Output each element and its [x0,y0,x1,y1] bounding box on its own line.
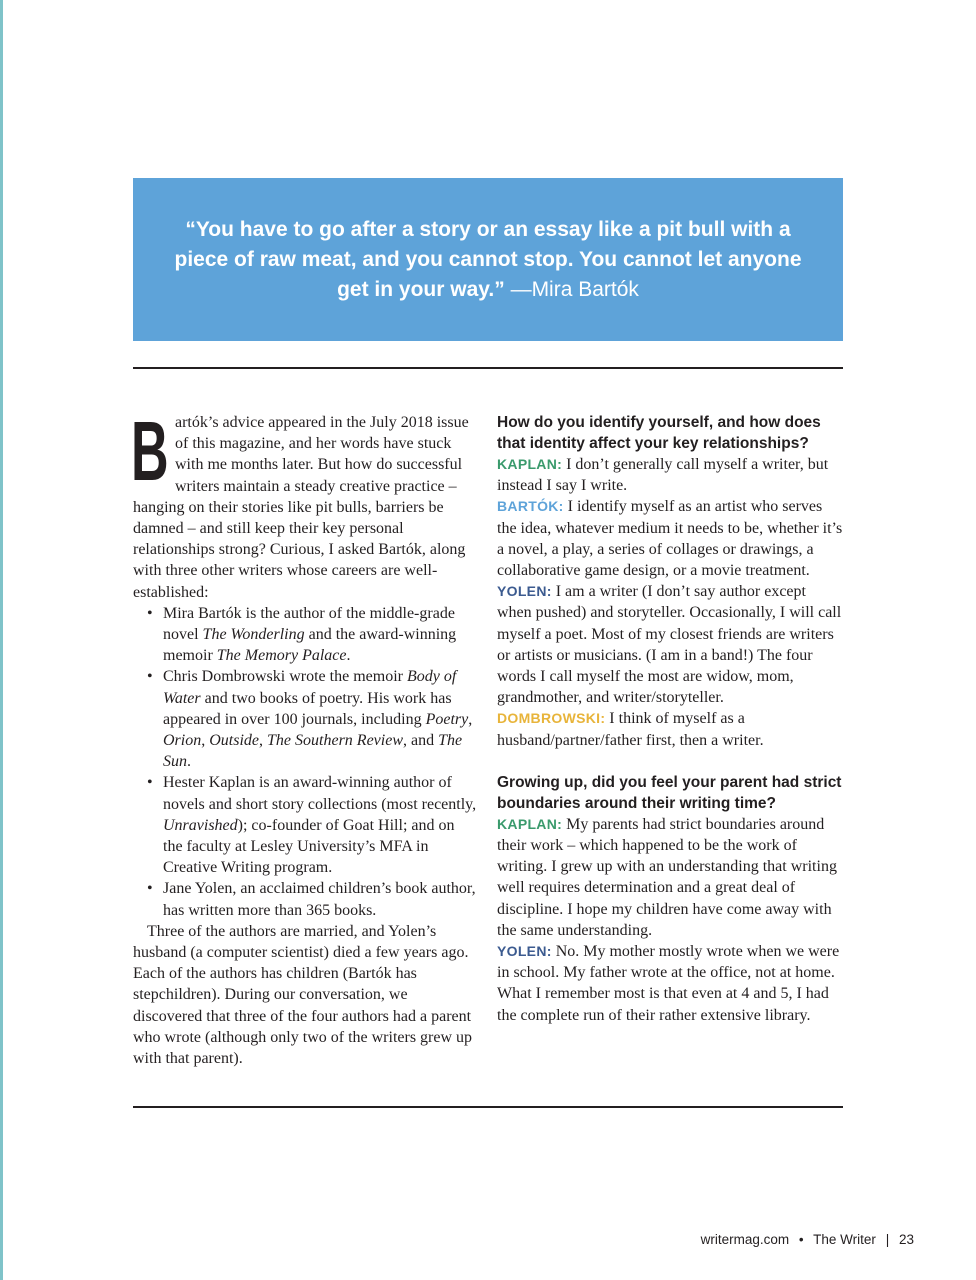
question-heading: How do you identify yourself, and how does that identity affect your key relationships? [497,414,821,452]
intro-paragraph: artók’s advice appeared in the July 2018 issue of this magazine, and her words have stuck with me months later. But how do successful writers maintain a steady creative practice – hanging on their stories like pit bulls, barriers be damned – and still keep their key personal relationships strong? Curious, I asked Bartók, along with three other writers whose careers are well-established: [133,414,469,601]
pull-quote-text [168,215,808,305]
author-list [133,603,478,921]
pull-quote-quote: “You have to go after a story or an essay like a pit bull with a piece of raw meat, and you cannot stop. You cannot let anyone get in your way.” [174,217,802,301]
speaker-label: KAPLAN: [497,815,563,832]
pull-quote-attribution: —Mira Bartók [510,277,639,301]
footer-bullet: • [798,1232,804,1247]
pull-quote-box [133,178,843,341]
list-item: • Hester Kaplan is an award-winning author of novels and short story collections (most recently, Unravished); co-founder of Goat Hill; and on the faculty at Lesley University’s MFA in Creative Writing program. [147,774,477,877]
list-item: • Chris Dombrowski wrote the memoir Body of Water and two books of poetry. His work has appeared in over 100 journals, including Poetry, Orion, Outside, The Southern Review, and The Sun. [147,668,473,771]
question-heading: Growing up, did you feel your parent had strict boundaries around their writing time? [497,773,842,812]
bottom-divider [133,1106,843,1108]
speaker-label: YOLEN: [497,583,552,600]
answer-paragraph: DOMBROWSKI: I think of myself as a husband/partner/father first, then a writer. [497,710,764,749]
left-column [131,404,478,1069]
page-footer [701,1232,914,1247]
page-edge-line [0,0,3,1280]
answer-paragraph: BARTÓK: I identify myself as an artist who serves the idea, whatever medium it needs to be, whether it’s a novel, a play, a series of collages or drawings, a collaborative game design, or a movie treatment. [497,498,843,580]
answer-paragraph: YOLEN: I am a writer (I don’t say author except when pushed) and storyteller. Occasionally, I will call myself a poet. Most of my closest friends are writers or artists or musicians. (I am in a band!) The four words I call myself the most are widow, mom, grandmother, and writer/storyteller. [497,583,842,707]
answer-paragraph: KAPLAN: My parents had strict boundaries around their work – which happened to be the work of writing. I grew up with an understanding that writing well requires determination and a great deal of discipline. I hope my children have come away with the same understanding. [497,815,837,939]
answer-paragraph: YOLEN: No. My mother mostly wrote when we were in school. My father wrote at the office, not at home. What I remember most is that even at 4 and 5, I had the complete run of their rather extensive library. [497,943,840,1024]
list-item: • Jane Yolen, an acclaimed children’s book author, has written more than 365 books. [147,880,476,919]
body-paragraph: Three of the authors are married, and Yolen’s husband (a computer scientist) died a few years ago. Each of the authors has children (Bartók has stepchildren). During our conversation, we discovered that three of the four authors had a parent who wrote (although only two of the writers grew up with that parent). [133,922,473,1068]
drop-cap: B [131,404,169,498]
list-item: • Mira Bartók is the author of the middle-grade novel The Wonderling and the award-winning memoir The Memory Palace. [147,604,457,665]
footer-magazine: The Writer [813,1232,876,1247]
footer-divider: | [885,1232,890,1247]
speaker-label: DOMBROWSKI: [497,710,606,727]
answer-paragraph: KAPLAN: I don’t generally call myself a writer, but instead I say I write. [497,456,829,495]
speaker-label: BARTÓK: [497,498,564,515]
footer-site: writermag.com [700,1232,790,1247]
speaker-label: KAPLAN: [497,456,563,472]
top-divider [133,367,843,369]
page-number: 23 [898,1232,914,1247]
speaker-label: YOLEN: [497,943,552,960]
right-column [497,412,843,1026]
